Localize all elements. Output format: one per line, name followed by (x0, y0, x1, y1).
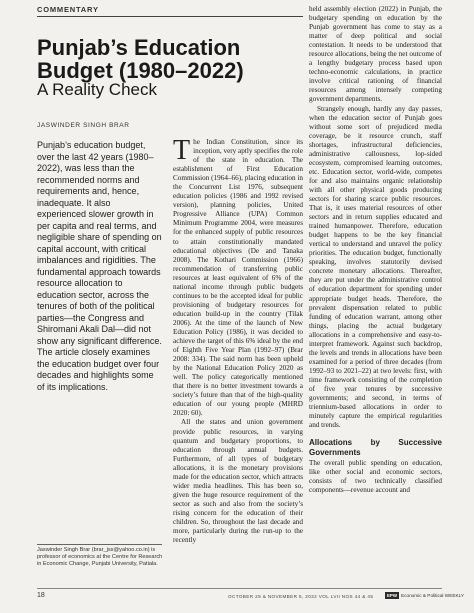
abstract-column (37, 140, 162, 393)
body-paragraph (173, 135, 303, 418)
author-footnote: Jaswinder Singh Brar (brar_jss@yahoo.co.in) is professor of economics at the Centre for Research in Economic Change, Punjabi University, Patiala. (37, 547, 163, 567)
body-paragraph: All the states and union government provide public resources, in varying quantum and budgetary proportions, to education through annual budgets. Furthermore, of all types of budgetary allocations, it is the monetary provisions made for the education sector, which attracts wider media headlines. This has been so, given the huge resource requirement of the sector as such and also from the society’s rising concern for the education of their children. So, throughout the last decade and more, particularly during the run-up to the recently (173, 418, 303, 545)
article-title: Punjab’s Education Budget (1980–2022) (37, 35, 244, 83)
paragraph-text: he Indian Constitution, since its inception, very aptly specifies the role of the state in education. The establishment of First Education Commission (1964–66), placing education in the Concurrent List 1976, subsequent education policies (1986 and 1992 revised version), planning policies, United Progressive Alliance (UPA) Common Minimum Programme 2004, were measures for the enhanced supply of public resources to attain constitutionally mandated educational objectives (De and Tanaka 2008). The Kothari Commission (1966) recommendation of transferring public resources at least equivalent of 6% of the national income through public budgets continues to be the accepted ideal for public provisioning of budgetary resources for education build-up in the country (Tilak 2006). At the time of the launch of New Education Policy (1986), it was decided to achieve the target of this 6% ideal by the end of Eighth Five Year Plan (1992–97) (Brar 2008: 334). The said norm has been upheld by the National Education Policy 2020 as well. The policy categorically mentioned that there is no better investment towards a society’s future than that of the high-quality education of our young people (MHRD 2020: 60). (173, 138, 303, 418)
author-byline: JASWINDER SINGH BRAR (37, 122, 130, 129)
body-paragraph: Strangely enough, hardly any day passes, when the education sector of Punjab goes without some sort of prejudiced media coverage, be it resource crunch, staff shortages, infrastructural deficiencies, administrative callousness, lop-sided ecosystem, compromised learning outcomes, etc. Education sector, world-wide, competes for and also maintains organic relationship with all other physical goods producing sectors for sharing scarce public resources. That is, it uses material resources of other sectors and in return supplies educated and trained humanpower. Therefore, education budget happens to be the key financial vertical to understand and unravel the policy priorities. The education budget, functionally speaking, involves statutorily devised concrete monetary allocations. Thereafter, they are put under the administrative control of education department for spending under appropriate budget heads. Therefore, the prevalent dispensation related to public funding of education warrant, among other things, placing the actual budgetary allocations in a comprehensive and easy-to-interpret framework. Against such backdrop, the levels and trends in allocations have been examined for a period of three decades (from 1992–93 to 2021–22) at two levels: first, with time framework consisting of the completion of five year tenures by successive governments; and second, in terms of triennium-based allocations in order to minutely capture the empirical regularities and trends. (309, 104, 442, 430)
body-column-2 (173, 135, 303, 545)
body-paragraph: held assembly election (2022) in Punjab, the budgetary spending on education by the Punjab government has come to stay as a matter of deep political and social contestation. It needs to be understood that resource allocations, being the net outcome of a lengthy budgetary process based upon techno-economic calculations, in practice involve critical rationing of financial resources among intensely competing government departments. (309, 5, 442, 104)
abstract-text: Punjab’s education budget, over the last 42 years (1980–2022), was less than the recommended norms and requirements and, hence, inadequate. It also experienced slower growth in per capita and real terms, and negligible share of spending on capital account, with critical imbalances and rigidities. The fundamental approach towards resource allocation to education sector, across the tenures of both of the political parties—the Congress and Shiromani Akali Dal—did not show any significant difference. The article closely examines the education budget over four decades and highlights some of its implications. (37, 140, 162, 392)
issue-info: OCTOBER 29 & NOVEMBER 5, 2022 VOL LVII NOS 44 & 45 (228, 594, 374, 599)
body-paragraph: The overall public spending on education, like other social and economic sectors, consists of two technically classified components—revenue account and (309, 459, 442, 495)
footnote-rule (37, 544, 162, 545)
journal-name: Economic & Political WEEKLY (401, 593, 464, 598)
page-number: 18 (37, 592, 45, 599)
footer-rule (37, 588, 442, 589)
drop-cap: T (173, 135, 191, 166)
section-subheading: Allocations by Successive Governments (309, 438, 442, 457)
section-label: COMMENTARY (37, 5, 99, 14)
epw-logo: EPW (386, 593, 397, 598)
article-subtitle: A Reality Check (37, 80, 157, 99)
body-column-3 (309, 5, 442, 495)
header-rule (37, 16, 303, 17)
